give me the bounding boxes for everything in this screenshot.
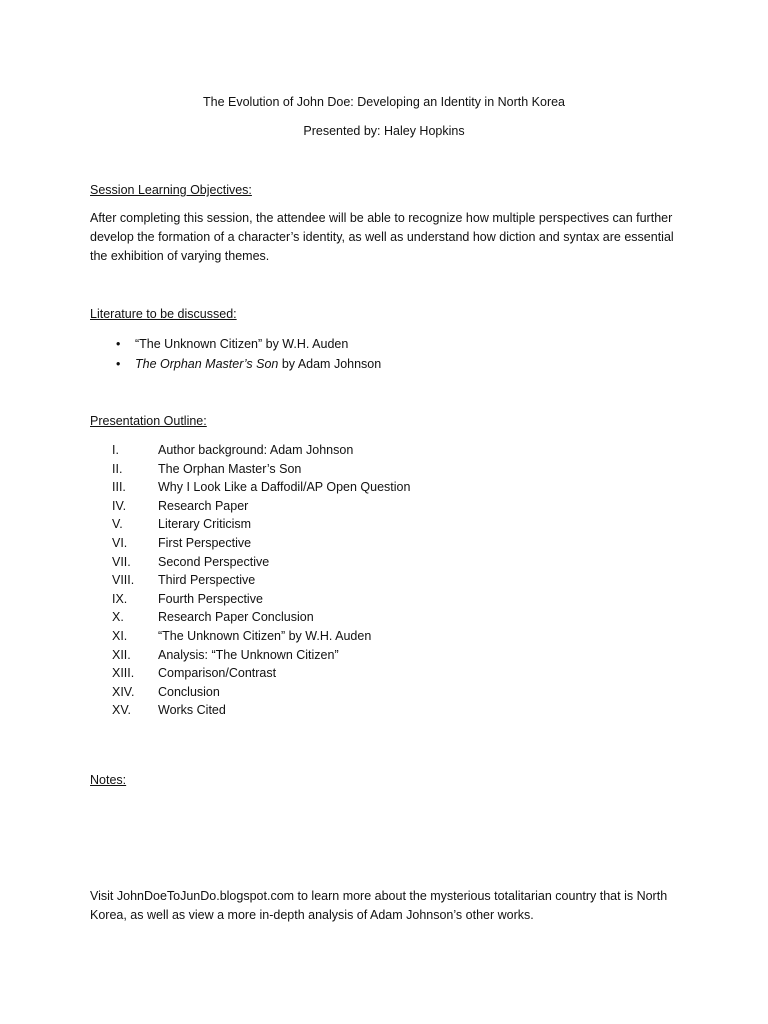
outline-text: Conclusion: [158, 684, 220, 699]
outline-text: Literary Criticism: [158, 517, 252, 532]
outline-item: [112, 701, 410, 720]
outline-text: Works Cited: [158, 703, 226, 718]
outline-item: [112, 664, 410, 683]
bullet-icon: •: [116, 337, 121, 351]
outline-list: [112, 441, 410, 720]
outline-number: VII.: [112, 554, 131, 569]
objectives-text: After completing this session, the attendee will be able to recognize how multiple perspectives can further develop the formation of a character’s identity, as well as understand how diction and syntax are essential the exhibition of varying themes.: [90, 211, 674, 263]
outline-item: [112, 571, 410, 590]
outline-text: The Orphan Master’s Son: [158, 461, 302, 476]
outline-number: XIV.: [112, 684, 135, 699]
outline-text: Second Perspective: [158, 554, 270, 569]
literature-heading: Literature to be discussed:: [90, 307, 237, 321]
outline-number: IV.: [112, 498, 127, 513]
outline-number: XI.: [112, 628, 128, 643]
outline-item: [112, 590, 410, 609]
list-item: [90, 334, 381, 354]
outline-text: Third Perspective: [158, 573, 256, 588]
outline-item: [112, 646, 410, 665]
outline-text: Research Paper: [158, 498, 249, 513]
literature-title: “The Unknown Citizen”: [135, 337, 263, 351]
outline-number: XV.: [112, 703, 132, 718]
objectives-heading: Session Learning Objectives:: [90, 183, 252, 197]
outline-item: [112, 553, 410, 572]
outline-item: [112, 608, 410, 627]
outline-item: [112, 515, 410, 534]
outline-text: Author background: Adam Johnson: [158, 443, 354, 457]
presenter-line: Presented by: Haley Hopkins: [303, 124, 465, 138]
notes-heading: Notes:: [90, 773, 127, 787]
outline-heading: Presentation Outline:: [90, 414, 207, 428]
bullet-icon: •: [116, 357, 121, 371]
outline-item: [112, 683, 410, 702]
outline-number: I.: [112, 443, 119, 457]
outline-item: [112, 441, 410, 460]
outline-text: Why I Look Like a Daffodil/AP Open Question: [158, 480, 411, 495]
outline-number: XIII.: [112, 666, 135, 681]
literature-author: by W.H. Auden: [262, 337, 349, 351]
outline-number: XII.: [112, 647, 131, 662]
list-item: [90, 354, 381, 374]
outline-number: IX.: [112, 591, 128, 606]
outline-number: II.: [112, 461, 123, 476]
document-title: The Evolution of John Doe: Developing an Identity in North Korea: [202, 95, 566, 109]
outline-text: Comparison/Contrast: [158, 666, 277, 681]
outline-item: [112, 627, 410, 646]
outline-item: [112, 460, 410, 479]
outline-text: “The Unknown Citizen” by W.H. Auden: [158, 628, 372, 643]
outline-number: V.: [112, 517, 123, 532]
outline-item: [112, 478, 410, 497]
outline-number: VI.: [112, 535, 128, 550]
literature-list: [90, 334, 381, 374]
literature-author: by Adam Johnson: [278, 357, 382, 371]
outline-text: Research Paper Conclusion: [158, 610, 314, 625]
outline-text: Fourth Perspective: [158, 591, 263, 606]
outline-text: First Perspective: [158, 535, 252, 550]
outline-text: Analysis: “The Unknown Citizen”: [158, 647, 339, 662]
outline-number: III.: [112, 480, 126, 495]
literature-title: The Orphan Master’s Son: [135, 357, 279, 371]
outline-number: X.: [112, 610, 124, 625]
outline-item: [112, 534, 410, 553]
outline-number: VIII.: [112, 573, 135, 588]
footer-text: Visit JohnDoeToJunDo.blogspot.com to learn more about the mysterious totalitarian country that is North Korea, as well as view a more in-depth analysis of Adam Johnson’s other works.: [90, 889, 668, 922]
outline-item: [112, 497, 410, 516]
